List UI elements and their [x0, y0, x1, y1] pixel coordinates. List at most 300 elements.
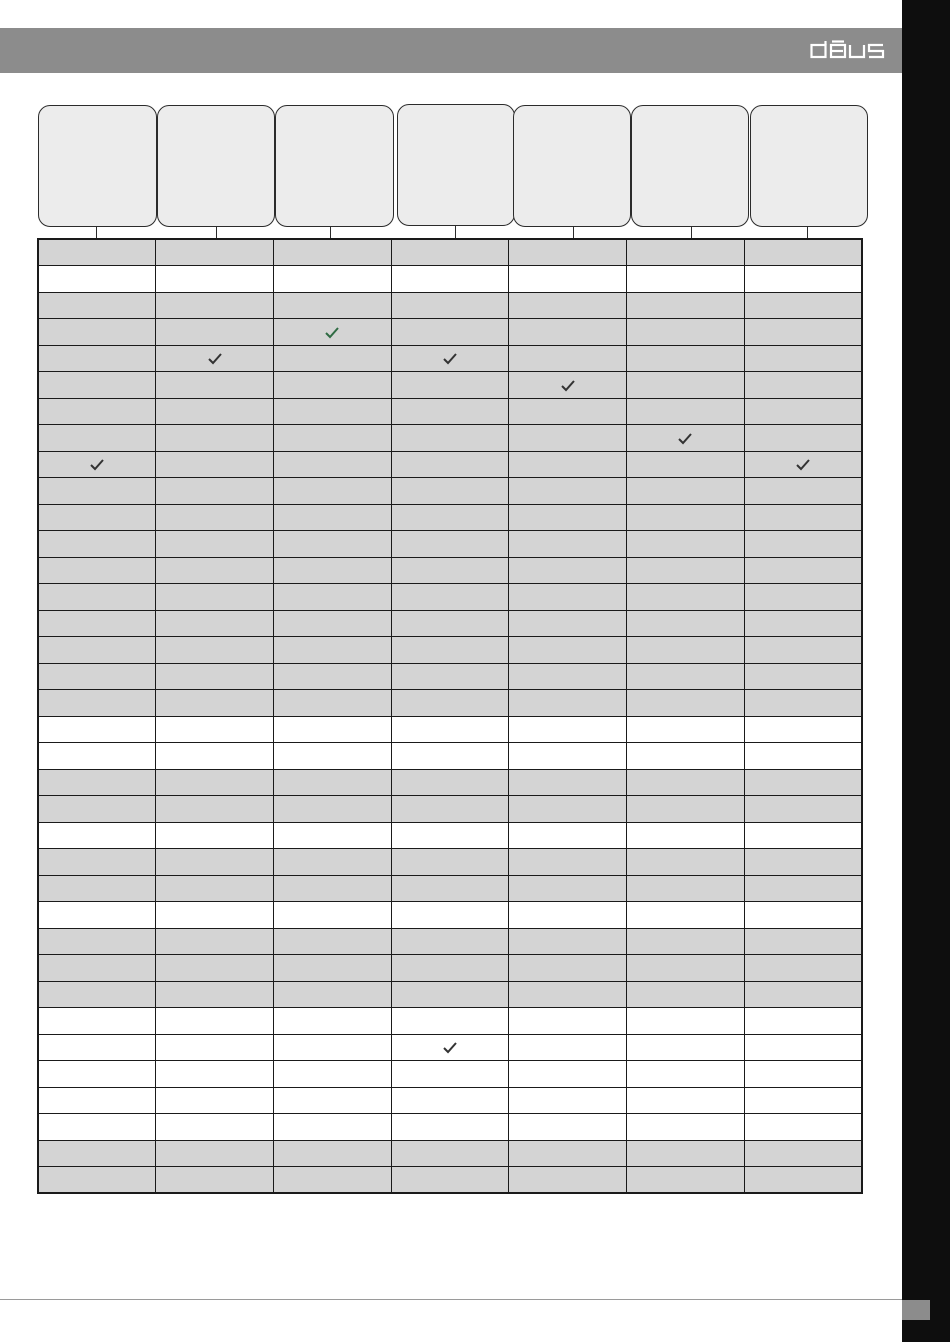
table-cell — [509, 1140, 627, 1167]
table-cell — [509, 451, 627, 478]
table-cell — [391, 398, 509, 425]
table-cell — [627, 451, 745, 478]
table-cell — [744, 451, 862, 478]
table-cell — [744, 239, 862, 266]
checkmark-icon — [207, 352, 223, 366]
table-cell — [156, 637, 274, 664]
table-cell — [156, 266, 274, 293]
table-cell — [38, 716, 156, 743]
table-cell — [744, 1008, 862, 1035]
table-cell — [156, 690, 274, 717]
table-cell — [627, 716, 745, 743]
checkmark-icon — [324, 326, 340, 340]
table-cell — [627, 292, 745, 319]
table-cell — [156, 1008, 274, 1035]
table-cell — [509, 637, 627, 664]
table-row — [38, 478, 862, 505]
table-cell — [509, 1034, 627, 1061]
table-cell — [273, 557, 391, 584]
table-row — [38, 504, 862, 531]
table-cell — [156, 557, 274, 584]
table-cell — [744, 1140, 862, 1167]
table-cell — [627, 584, 745, 611]
table-cell — [273, 584, 391, 611]
table-cell — [509, 1008, 627, 1035]
table-cell — [509, 372, 627, 399]
table-cell — [627, 849, 745, 876]
table-cell — [744, 928, 862, 955]
table-cell — [627, 610, 745, 637]
table-cell — [38, 239, 156, 266]
table-cell — [509, 849, 627, 876]
table-row — [38, 1114, 862, 1141]
table-cell — [627, 1087, 745, 1114]
table-cell — [38, 1061, 156, 1088]
column-connector — [691, 227, 692, 238]
table-cell — [38, 981, 156, 1008]
table-cell — [627, 663, 745, 690]
table-cell — [273, 1114, 391, 1141]
table-cell — [273, 637, 391, 664]
table-cell — [156, 504, 274, 531]
table-cell — [744, 1167, 862, 1194]
table-cell — [391, 928, 509, 955]
table-cell — [273, 796, 391, 823]
table-cell — [156, 769, 274, 796]
table-cell — [627, 690, 745, 717]
column-headers — [0, 0, 902, 240]
table-cell — [391, 1167, 509, 1194]
table-cell — [627, 531, 745, 558]
table-cell — [156, 292, 274, 319]
checkmark-icon — [442, 352, 458, 366]
table-cell — [744, 902, 862, 929]
table-cell — [391, 875, 509, 902]
table-cell — [156, 875, 274, 902]
table-cell — [273, 743, 391, 770]
table-cell — [627, 239, 745, 266]
table-cell — [156, 478, 274, 505]
table-row — [38, 610, 862, 637]
table-cell — [744, 875, 862, 902]
table-cell — [156, 610, 274, 637]
table-row — [38, 849, 862, 876]
column-connector — [96, 227, 97, 238]
table-cell — [38, 637, 156, 664]
column-header-card — [38, 105, 157, 227]
table-cell — [273, 955, 391, 982]
table-row — [38, 928, 862, 955]
table-cell — [391, 345, 509, 372]
table-cell — [273, 981, 391, 1008]
table-cell — [509, 663, 627, 690]
table-cell — [391, 557, 509, 584]
table-cell — [38, 1140, 156, 1167]
table-cell — [627, 955, 745, 982]
table-cell — [391, 663, 509, 690]
table-cell — [391, 266, 509, 293]
table-cell — [627, 981, 745, 1008]
table-cell — [273, 1167, 391, 1194]
table-cell — [38, 1114, 156, 1141]
table-cell — [627, 1061, 745, 1088]
table-cell — [744, 266, 862, 293]
table-cell — [627, 822, 745, 849]
checkmark-icon — [89, 458, 105, 472]
table-cell — [744, 531, 862, 558]
table-cell — [509, 345, 627, 372]
table-cell — [156, 1140, 274, 1167]
table-cell — [509, 822, 627, 849]
table-cell — [744, 504, 862, 531]
table-row — [38, 292, 862, 319]
table-cell — [509, 902, 627, 929]
table-cell — [391, 690, 509, 717]
table-cell — [273, 849, 391, 876]
table-cell — [156, 425, 274, 452]
table-cell — [627, 743, 745, 770]
table-cell — [627, 1008, 745, 1035]
table-cell — [156, 743, 274, 770]
table-cell — [38, 849, 156, 876]
table-cell — [273, 610, 391, 637]
table-cell — [38, 769, 156, 796]
table-cell — [391, 292, 509, 319]
table-cell — [273, 1087, 391, 1114]
table-cell — [509, 292, 627, 319]
table-cell — [744, 319, 862, 346]
table-cell — [273, 690, 391, 717]
table-cell — [744, 743, 862, 770]
table-cell — [627, 504, 745, 531]
table-cell — [273, 504, 391, 531]
column-header-card — [750, 105, 868, 227]
table-cell — [744, 981, 862, 1008]
column-header-card — [631, 105, 749, 227]
table-row — [38, 663, 862, 690]
table-cell — [391, 504, 509, 531]
table-cell — [627, 875, 745, 902]
table-cell — [509, 610, 627, 637]
table-cell — [627, 1034, 745, 1061]
table-cell — [509, 584, 627, 611]
table-cell — [627, 1114, 745, 1141]
checkmark-icon — [795, 458, 811, 472]
table-cell — [391, 981, 509, 1008]
table-cell — [38, 663, 156, 690]
table-cell — [391, 451, 509, 478]
table-cell — [509, 1114, 627, 1141]
side-bar — [902, 0, 950, 1342]
checkmark-icon — [442, 1041, 458, 1055]
table-row — [38, 637, 862, 664]
table-cell — [627, 398, 745, 425]
column-header-card — [157, 105, 275, 227]
table-row — [38, 398, 862, 425]
table-cell — [744, 716, 862, 743]
table-cell — [156, 319, 274, 346]
table-cell — [391, 796, 509, 823]
table-cell — [627, 478, 745, 505]
table-cell — [627, 928, 745, 955]
table-cell — [391, 902, 509, 929]
table-cell — [273, 372, 391, 399]
table-cell — [744, 663, 862, 690]
table-row — [38, 531, 862, 558]
table-cell — [156, 372, 274, 399]
table-cell — [627, 557, 745, 584]
table-cell — [509, 690, 627, 717]
table-cell — [744, 478, 862, 505]
table-row — [38, 1061, 862, 1088]
table-cell — [744, 637, 862, 664]
table-cell — [744, 796, 862, 823]
table-cell — [509, 398, 627, 425]
table-cell — [156, 981, 274, 1008]
table-cell — [744, 1114, 862, 1141]
table-cell — [391, 637, 509, 664]
table-row — [38, 1034, 862, 1061]
table-cell — [38, 451, 156, 478]
table-cell — [156, 345, 274, 372]
checkmark-icon — [677, 432, 693, 446]
page-tab — [902, 1300, 930, 1320]
table-cell — [391, 531, 509, 558]
table-cell — [38, 266, 156, 293]
table-cell — [627, 372, 745, 399]
column-connector — [455, 226, 456, 238]
table-cell — [627, 1140, 745, 1167]
table-cell — [744, 345, 862, 372]
table-cell — [391, 319, 509, 346]
column-header-card — [513, 105, 631, 227]
table-row — [38, 557, 862, 584]
table-cell — [273, 292, 391, 319]
table-cell — [509, 1167, 627, 1194]
table-cell — [509, 928, 627, 955]
table-row — [38, 796, 862, 823]
table-cell — [391, 1140, 509, 1167]
table-cell — [627, 902, 745, 929]
table-cell — [391, 716, 509, 743]
table-cell — [273, 425, 391, 452]
table-cell — [273, 345, 391, 372]
table-cell — [38, 690, 156, 717]
table-cell — [509, 981, 627, 1008]
table-cell — [509, 239, 627, 266]
table-cell — [627, 345, 745, 372]
table-cell — [509, 425, 627, 452]
table-cell — [744, 557, 862, 584]
table-cell — [273, 902, 391, 929]
table-cell — [509, 1061, 627, 1088]
table-cell — [156, 796, 274, 823]
table-cell — [273, 928, 391, 955]
table-cell — [38, 928, 156, 955]
table-cell — [744, 292, 862, 319]
table-cell — [744, 690, 862, 717]
table-cell — [744, 955, 862, 982]
table-cell — [509, 955, 627, 982]
table-cell — [273, 531, 391, 558]
table-cell — [156, 398, 274, 425]
column-connector — [330, 227, 331, 238]
column-connector — [807, 227, 808, 238]
table-cell — [38, 319, 156, 346]
table-cell — [273, 1034, 391, 1061]
table-cell — [391, 769, 509, 796]
table-cell — [38, 531, 156, 558]
table-cell — [38, 557, 156, 584]
table-row — [38, 1167, 862, 1194]
column-connector — [573, 227, 574, 238]
table-cell — [627, 425, 745, 452]
table-row — [38, 716, 862, 743]
table-cell — [509, 769, 627, 796]
table-cell — [38, 1087, 156, 1114]
table-cell — [391, 849, 509, 876]
table-cell — [38, 292, 156, 319]
table-cell — [156, 1034, 274, 1061]
table-cell — [627, 769, 745, 796]
table-row — [38, 769, 862, 796]
table-cell — [509, 557, 627, 584]
table-cell — [391, 1034, 509, 1061]
table-cell — [391, 1087, 509, 1114]
table-row — [38, 822, 862, 849]
table-row — [38, 372, 862, 399]
table-cell — [627, 637, 745, 664]
table-cell — [744, 398, 862, 425]
table-cell — [744, 822, 862, 849]
table-cell — [38, 372, 156, 399]
table-cell — [38, 875, 156, 902]
table-row — [38, 902, 862, 929]
table-cell — [156, 955, 274, 982]
table-cell — [391, 239, 509, 266]
table-row — [38, 981, 862, 1008]
table-cell — [38, 1034, 156, 1061]
table-cell — [38, 398, 156, 425]
table-cell — [156, 822, 274, 849]
table-cell — [627, 1167, 745, 1194]
table-cell — [391, 610, 509, 637]
footer-rule — [0, 1299, 902, 1300]
table-cell — [273, 1008, 391, 1035]
table-cell — [391, 743, 509, 770]
table-cell — [38, 955, 156, 982]
table-cell — [38, 796, 156, 823]
table-cell — [38, 504, 156, 531]
table-cell — [627, 319, 745, 346]
column-connector — [216, 227, 217, 238]
table-cell — [391, 1061, 509, 1088]
table-cell — [744, 372, 862, 399]
table-cell — [744, 584, 862, 611]
table-cell — [38, 345, 156, 372]
table-cell — [744, 1061, 862, 1088]
table-cell — [391, 822, 509, 849]
table-cell — [38, 1008, 156, 1035]
table-cell — [509, 796, 627, 823]
table-cell — [509, 319, 627, 346]
table-cell — [391, 478, 509, 505]
table-cell — [273, 451, 391, 478]
table-row — [38, 1008, 862, 1035]
table-cell — [509, 1087, 627, 1114]
table-cell — [744, 610, 862, 637]
table-cell — [509, 504, 627, 531]
table-cell — [156, 451, 274, 478]
table-cell — [391, 425, 509, 452]
table-cell — [627, 266, 745, 293]
table-cell — [156, 849, 274, 876]
table-row — [38, 955, 862, 982]
table-cell — [156, 1087, 274, 1114]
table-row — [38, 425, 862, 452]
table-cell — [273, 1140, 391, 1167]
table-row — [38, 743, 862, 770]
table-cell — [38, 584, 156, 611]
table-cell — [156, 1167, 274, 1194]
table-cell — [38, 610, 156, 637]
table-cell — [156, 663, 274, 690]
table-row — [38, 266, 862, 293]
table-cell — [273, 822, 391, 849]
table-row — [38, 345, 862, 372]
table-cell — [38, 902, 156, 929]
table-cell — [627, 796, 745, 823]
table-cell — [273, 319, 391, 346]
table-cell — [391, 955, 509, 982]
column-header-card — [397, 104, 515, 226]
table-row — [38, 875, 862, 902]
table-cell — [273, 478, 391, 505]
table-cell — [509, 531, 627, 558]
table-cell — [156, 531, 274, 558]
table-cell — [156, 928, 274, 955]
table-cell — [744, 769, 862, 796]
table-cell — [391, 584, 509, 611]
table-cell — [156, 239, 274, 266]
table-cell — [744, 1087, 862, 1114]
table-cell — [38, 478, 156, 505]
table-cell — [273, 239, 391, 266]
table-row — [38, 1140, 862, 1167]
table-cell — [273, 663, 391, 690]
table-cell — [509, 716, 627, 743]
table-cell — [273, 266, 391, 293]
table-cell — [391, 372, 509, 399]
table-cell — [38, 743, 156, 770]
table-row — [38, 451, 862, 478]
table-cell — [156, 1114, 274, 1141]
table-cell — [744, 1034, 862, 1061]
table-cell — [744, 425, 862, 452]
table-cell — [509, 875, 627, 902]
table-cell — [156, 902, 274, 929]
table-cell — [38, 425, 156, 452]
comparison-table — [37, 238, 863, 1194]
table-cell — [273, 1061, 391, 1088]
table-row — [38, 319, 862, 346]
column-header-card — [275, 105, 394, 227]
table-cell — [273, 716, 391, 743]
table-cell — [38, 822, 156, 849]
table-cell — [273, 875, 391, 902]
table-row — [38, 584, 862, 611]
table-cell — [273, 398, 391, 425]
